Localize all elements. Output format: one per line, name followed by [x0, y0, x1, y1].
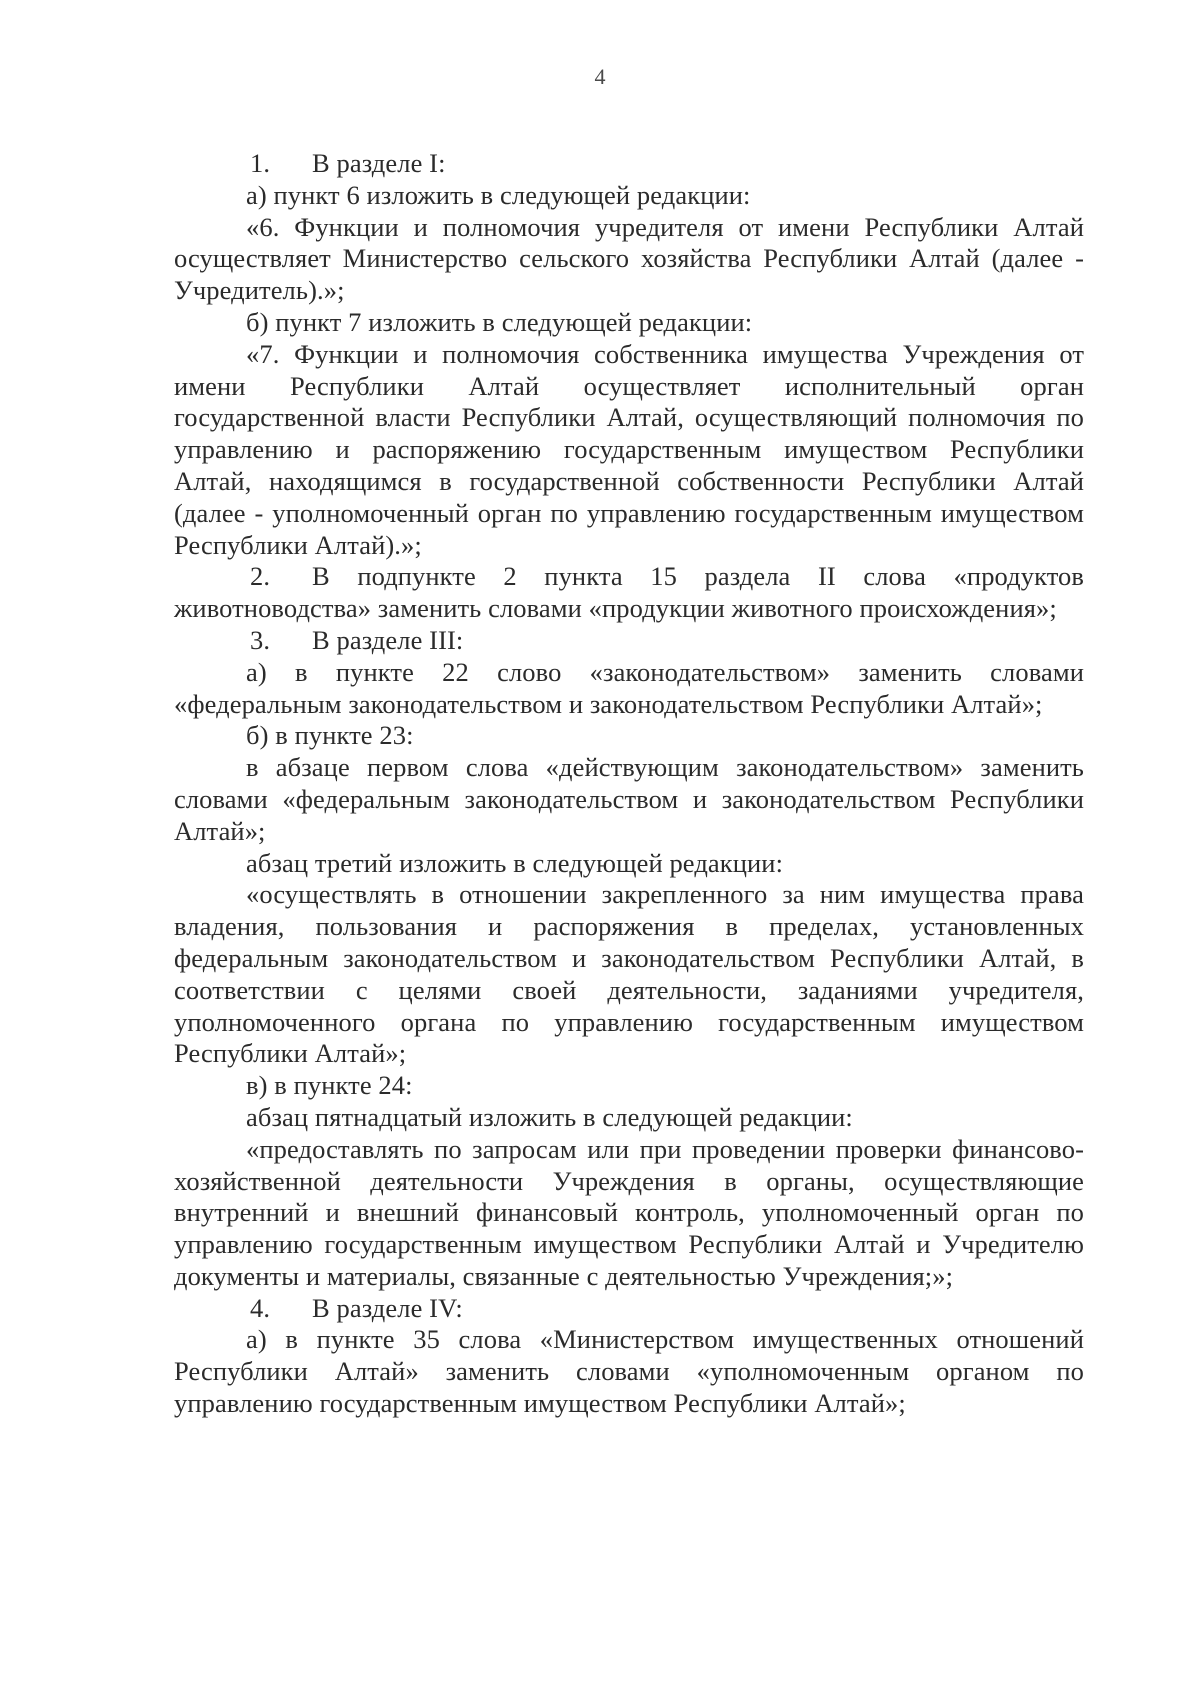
paragraph: в абзаце первом слова «действующим законодательством» заменить словами «федеральным законодательством и законодательством Республики Алтай»;	[174, 752, 1084, 846]
paragraph: в) в пункте 24:	[246, 1070, 413, 1101]
item-1-heading	[174, 148, 1084, 180]
paragraph: «7. Функции и полномочия собственника имущества Учреждения от имени Республики Алтай осуществляет исполнительный орган государственной власти Республики Алтай, осуществляющий полномочия по управлению и распоряжению государственным имуществом Республики Алтай, находящимся в государственной собственности Республики Алтай (далее - уполномоченный орган по управлению государственным имуществом Республики Алтай).»;	[174, 338, 1084, 560]
paragraph: а) пункт 6 изложить в следующей редакции:	[246, 179, 751, 210]
paragraph: б) в пункте 23:	[246, 720, 414, 751]
item-4-heading	[174, 1293, 1084, 1325]
page-number: 4	[594, 64, 606, 89]
item-text: В разделе IV:	[312, 1292, 463, 1323]
item-number: 4.	[250, 1292, 271, 1323]
item-number: 3.	[250, 624, 271, 655]
paragraph: абзац третий изложить в следующей редакции:	[246, 847, 784, 878]
item-number: 1.	[250, 148, 271, 178]
paragraph: а) в пункте 22 слово «законодательством» заменить словами «федеральным законодательством и законодательством Республики Алтай»;	[174, 656, 1084, 719]
paragraph: «предоставлять по запросам или при проведении проверки финансово-хозяйственной деятельности Учреждения в органы, осуществляющие внутренний и внешний финансовый контроль, уполномоченный орган по управлению государственным имуществом Республики Алтай и Учредителю документы и материалы, связанные с деятельностью Учреждения;»;	[174, 1133, 1084, 1291]
item-3-heading	[174, 625, 1084, 657]
paragraph: а) в пункте 35 слова «Министерством имущественных отношений Республики Алтай» заменить словами «уполномоченным органом по управлению государственным имуществом Республики Алтай»;	[174, 1324, 1084, 1419]
document-body	[174, 148, 1084, 1420]
paragraph: «6. Функции и полномочия учредителя от имени Республики Алтай осуществляет Министерство сельского хозяйства Республики Алтай (далее - Учредитель).»;	[174, 211, 1084, 306]
item-text: В разделе III:	[312, 624, 464, 655]
paragraph: «осуществлять в отношении закрепленного за ним имущества права владения, пользования и распоряжения в пределах, установленных федеральным законодательством и законодательством Республики Алтай, в соответствии с целями своей деятельности, заданиями учредителя, уполномоченного органа по управлению государственным имуществом Республики Алтай»;	[174, 879, 1084, 1069]
item-text: В подпункте 2 пункта 15 раздела II слова «продуктов животноводства» заменить словами «продукции животного происхождения»;	[174, 561, 1084, 624]
item-number: 2.	[250, 561, 271, 592]
item-2	[174, 561, 1084, 625]
paragraph: б) пункт 7 изложить в следующей редакции:	[246, 306, 753, 337]
paragraph: абзац пятнадцатый изложить в следующей редакции:	[246, 1101, 853, 1132]
item-text: В разделе I:	[312, 148, 446, 178]
